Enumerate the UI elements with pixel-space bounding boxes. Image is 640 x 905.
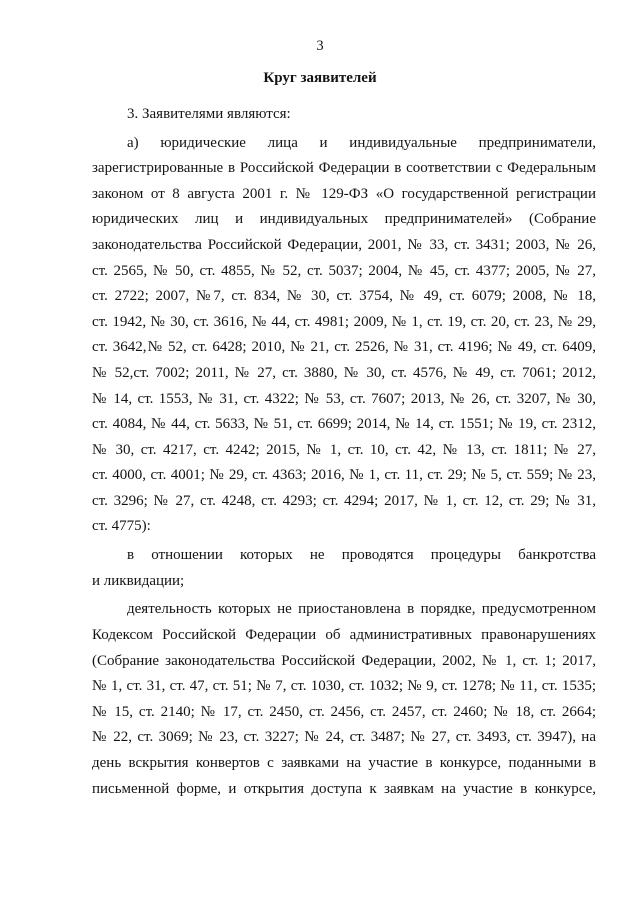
paragraph-line: № 52,ст. 7002; 2011, № 27, ст. 3880, № 30, ст. 4576, № 49, ст. 7061; 2012, [92,365,596,381]
paragraph-line: № 22, ст. 3069; № 23, ст. 3227; № 24, ст. 3487; № 27, ст. 3493, ст. 3947), на [92,729,596,745]
paragraph-line: № 15, ст. 2140; № 17, ст. 2450, ст. 2456, ст. 2457, ст. 2460; № 18, ст. 2664; [92,704,596,720]
paragraph-line: № 1, ст. 31, ст. 47, ст. 51; № 7, ст. 1030, ст. 1032; № 9, ст. 1278; № 11, ст. 1535; [92,678,596,694]
paragraph-line: 3. Заявителями являются: [127,106,291,122]
paragraph-line: законом от 8 августа 2001 г. № 129-ФЗ «О государственной регистрации [92,186,596,202]
paragraph-line: ст. 3296; № 27, ст. 4248, ст. 4293; ст. 4294; 2017, № 1, ст. 12, ст. 29; № 31, [92,493,596,509]
paragraph-line: и ликвидации; [92,573,185,589]
paragraph-line: № 14, ст. 1553, № 31, ст. 4322; № 53, ст. 7607; 2013, № 26, ст. 3207, № 30, [92,391,596,407]
paragraph-line: ст. 4000, ст. 4001; № 29, ст. 4363; 2016, № 1, ст. 11, ст. 29; № 5, ст. 559; № 23, [92,467,596,483]
paragraph-line: ст. 2565, № 50, ст. 4855, № 52, ст. 5037; 2004, № 45, ст. 4377; 2005, № 27, [92,263,596,279]
paragraph-line: ст. 3642,№ 52, ст. 6428; 2010, № 21, ст. 2526, № 31, ст. 4196; № 49, ст. 6409, [92,339,596,355]
paragraph-line: законодательства Российской Федерации, 2001, № 33, ст. 3431; 2003, № 26, [92,237,596,253]
paragraph-line: юридических лиц и индивидуальных предпринимателей» (Собрание [92,211,596,227]
paragraph-line: Кодексом Российской Федерации об административных правонарушениях [92,627,596,643]
section-heading: Круг заявителей [263,70,377,86]
paragraph-line: в отношении которых не проводятся процедуры банкротства [127,547,596,563]
paragraph-line: ст. 1942, № 30, ст. 3616, № 44, ст. 4981; 2009, № 1, ст. 19, ст. 20, ст. 23, № 29, [92,314,596,330]
paragraph-line: № 30, ст. 4217, ст. 4242; 2015, № 1, ст. 10, ст. 42, № 13, ст. 1811; № 27, [92,442,596,458]
paragraph-line: зарегистрированные в Российской Федерации в соответствии с Федеральным [92,160,596,176]
page-number: 3 [316,38,324,54]
paragraph-line: день вскрытия конвертов с заявками на участие в конкурсе, поданными в [92,755,596,771]
paragraph-line: ст. 4775): [92,518,151,534]
paragraph-line: а) юридические лица и индивидуальные предприниматели, [127,135,596,151]
paragraph-line: ст. 4084, № 44, ст. 5633, № 51, ст. 6699; 2014, № 14, ст. 1551; № 19, ст. 2312, [92,416,596,432]
paragraph-line: письменной форме, и открытия доступа к заявкам на участие в конкурсе, [92,781,596,797]
paragraph-line: деятельность которых не приостановлена в порядке, предусмотренном [127,601,596,617]
paragraph-line: ст. 2722; 2007, №7, ст. 834, № 30, ст. 3754, № 49, ст. 6079; 2008, № 18, [92,288,596,304]
paragraph-line: (Собрание законодательства Российской Федерации, 2002, № 1, ст. 1; 2017, [92,653,596,669]
